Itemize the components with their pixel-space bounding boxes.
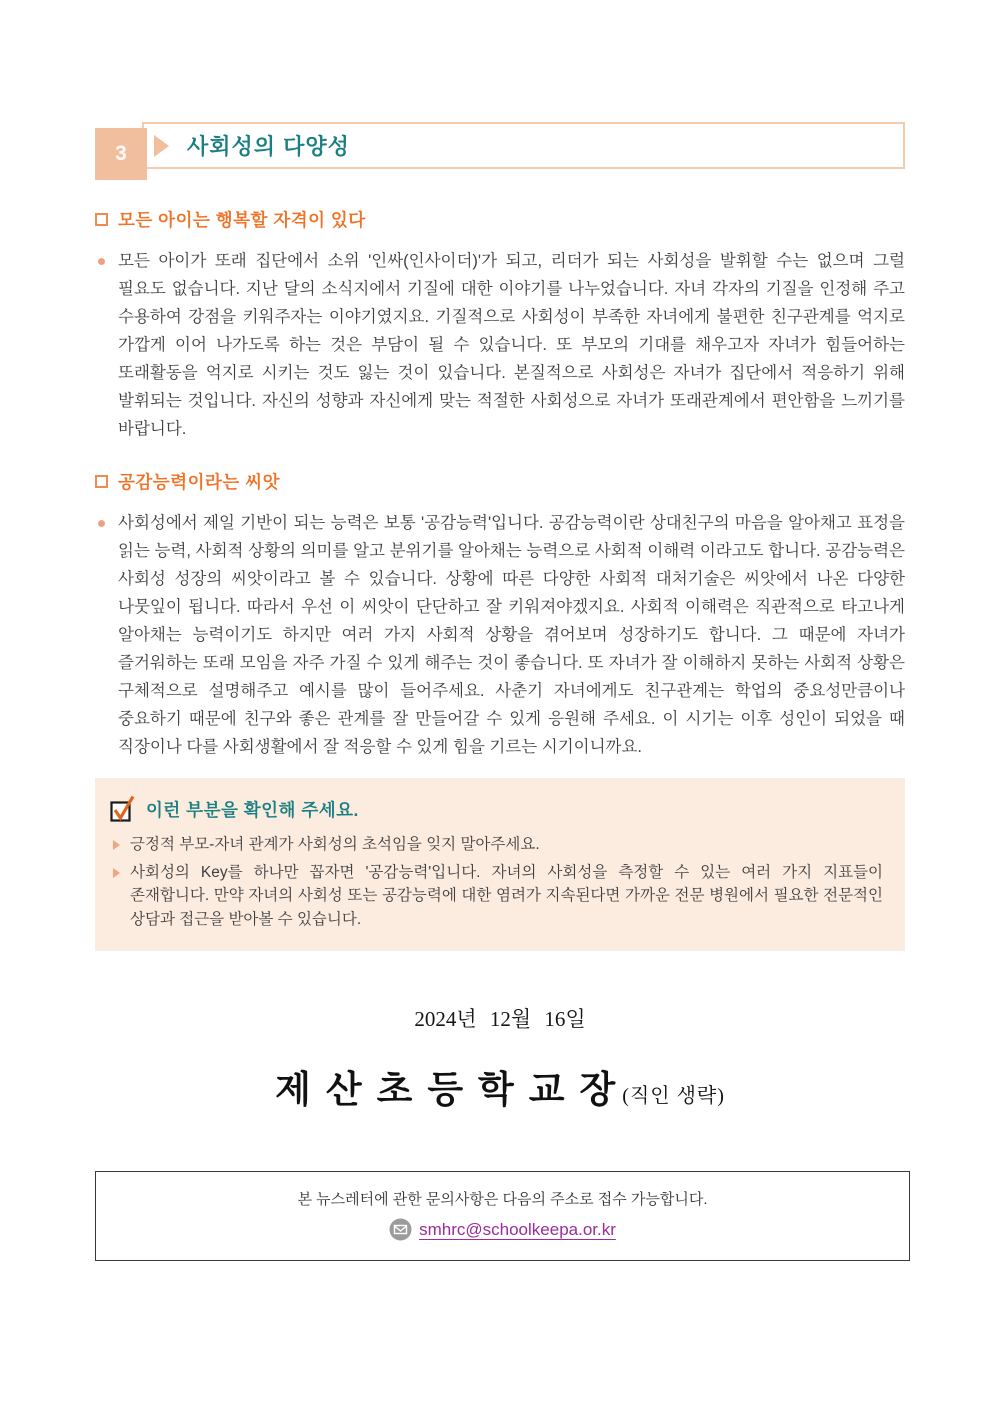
section-heading-label: 모든 아이는 행복할 자격이 있다	[118, 210, 366, 230]
paragraph	[95, 509, 905, 761]
callout-item	[110, 833, 883, 857]
paragraph-text: 모든 아이가 또래 집단에서 소위 '인싸(인사이더)'가 되고, 리더가 되는 사회성을 발휘할 수는 없으며 그럴 필요도 없습니다. 지난 달의 소식지에서 기질에 대한 이야기를 나누었습니다. 자녀 각자의 기질을 인정해 주고 수용하여 강점을 키워주자는 이야기였지요. 기질적으로 사회성이 부족한 자녀에게 불편한 친구관계를 억지로 가깝게 이어 나가도록 하는 것은 부담이 될 수 있습니다. 또 부모의 기대를 채우고자 자녀가 힘들어하는 또래활동을 억지로 시키는 것도 잃는 것이 있습니다. 본질적으로 사회성은 자녀가 집단에서 적응하기 위해 발휘되는 것입니다. 자신의 성향과 자신에게 맞는 적절한 사회성으로 자녀가 또래관계에서 편안함을 느끼기를 바랍니다.	[118, 252, 905, 438]
dot-bullet-icon	[98, 258, 105, 265]
envelope-icon	[389, 1218, 412, 1241]
triangle-bullet-icon	[113, 840, 120, 850]
footer-contact-box	[95, 1171, 910, 1261]
date-line: 2024년 12월 16일	[414, 1007, 586, 1031]
contact-email-link[interactable]: smhrc@schoolkeepa.or.kr	[419, 1219, 616, 1239]
section-heading	[95, 207, 905, 232]
callout-item-text: 긍정적 부모-자녀 관계가 사회성의 초석임을 잊지 말아주세요.	[130, 836, 540, 853]
section-heading-label: 공감능력이라는 씨앗	[118, 472, 281, 492]
callout-item	[110, 861, 883, 932]
paragraph-text: 사회성에서 제일 기반이 되는 능력은 보통 '공감능력'입니다. 공감능력이란 상대친구의 마음을 알아채고 표정을 읽는 능력, 사회적 상황의 의미를 알고 분위기를 알아채는 능력으로 사회적 이해력 이라고도 합니다. 공감능력은 사회성 성장의 씨앗이라고 볼 수 있습니다. 상황에 따른 다양한 사회적 대처기술은 씨앗에서 나온 다양한 나뭇잎이 됩니다. 따라서 우선 이 씨앗이 단단하고 잘 키워져야겠지요. 사회적 이해력은 직관적으로 타고나게 알아채는 능력이기도 하지만 여러 가지 사회적 상황을 겪어보며 성장하기도 합니다. 그 때문에 자녀가 즐거워하는 또래 모임을 자주 가질 수 있게 해주는 것이 좋습니다. 또 자녀가 잘 이해하지 못하는 사회적 상황은 구체적으로 설명해주고 예시를 많이 들어주세요. 사춘기 자녀에게도 친구관계는 학업의 중요성만큼이나 중요하기 때문에 친구와 좋은 관계를 잘 만들어갈 수 있게 응원해 주세요. 이 시기는 이후 성인이 되었을 때 직장이나 다를 사회생활에서 잘 적응할 수 있게 힘을 기르는 시기이니까요.	[118, 514, 905, 756]
dot-bullet-icon	[98, 520, 105, 527]
footer-text: 본 뉴스레터에 관한 문의사항은 다음의 주소로 접수 가능합니다.	[297, 1191, 708, 1208]
callout-title: 이런 부분을 확인해 주세요.	[146, 799, 359, 820]
chevron-right-icon	[154, 135, 169, 157]
square-bullet-icon	[95, 475, 108, 488]
signature-name: 제산초등학교장	[275, 1070, 631, 1111]
banner-title: 사회성의 다양성	[187, 134, 350, 159]
callout-title-row	[110, 795, 883, 823]
callout-items	[110, 833, 883, 931]
signature-line	[95, 1059, 905, 1113]
triangle-bullet-icon	[113, 868, 120, 878]
section-number-badge: 3	[95, 128, 147, 180]
paragraph	[95, 247, 905, 443]
callout-box	[95, 778, 905, 951]
signature-note: (직인 생략)	[622, 1085, 725, 1107]
section-heading	[95, 469, 905, 494]
callout-item-text: 사회성의 Key를 하나만 꼽자면 '공감능력'입니다. 자녀의 사회성을 측정할 수 있는 여러 가지 지표들이 존재합니다. 만약 자녀의 사회성 또는 공감능력에 대한 염려가 지속된다면 가까운 전문 병원에서 필요한 전문적인 상담과 접근을 받아볼 수 있습니다.	[130, 863, 883, 928]
square-bullet-icon	[95, 213, 108, 226]
checkbox-check-icon	[110, 795, 136, 823]
section-banner	[95, 122, 905, 180]
footer-contact-row	[389, 1218, 616, 1241]
banner-box	[142, 122, 905, 169]
